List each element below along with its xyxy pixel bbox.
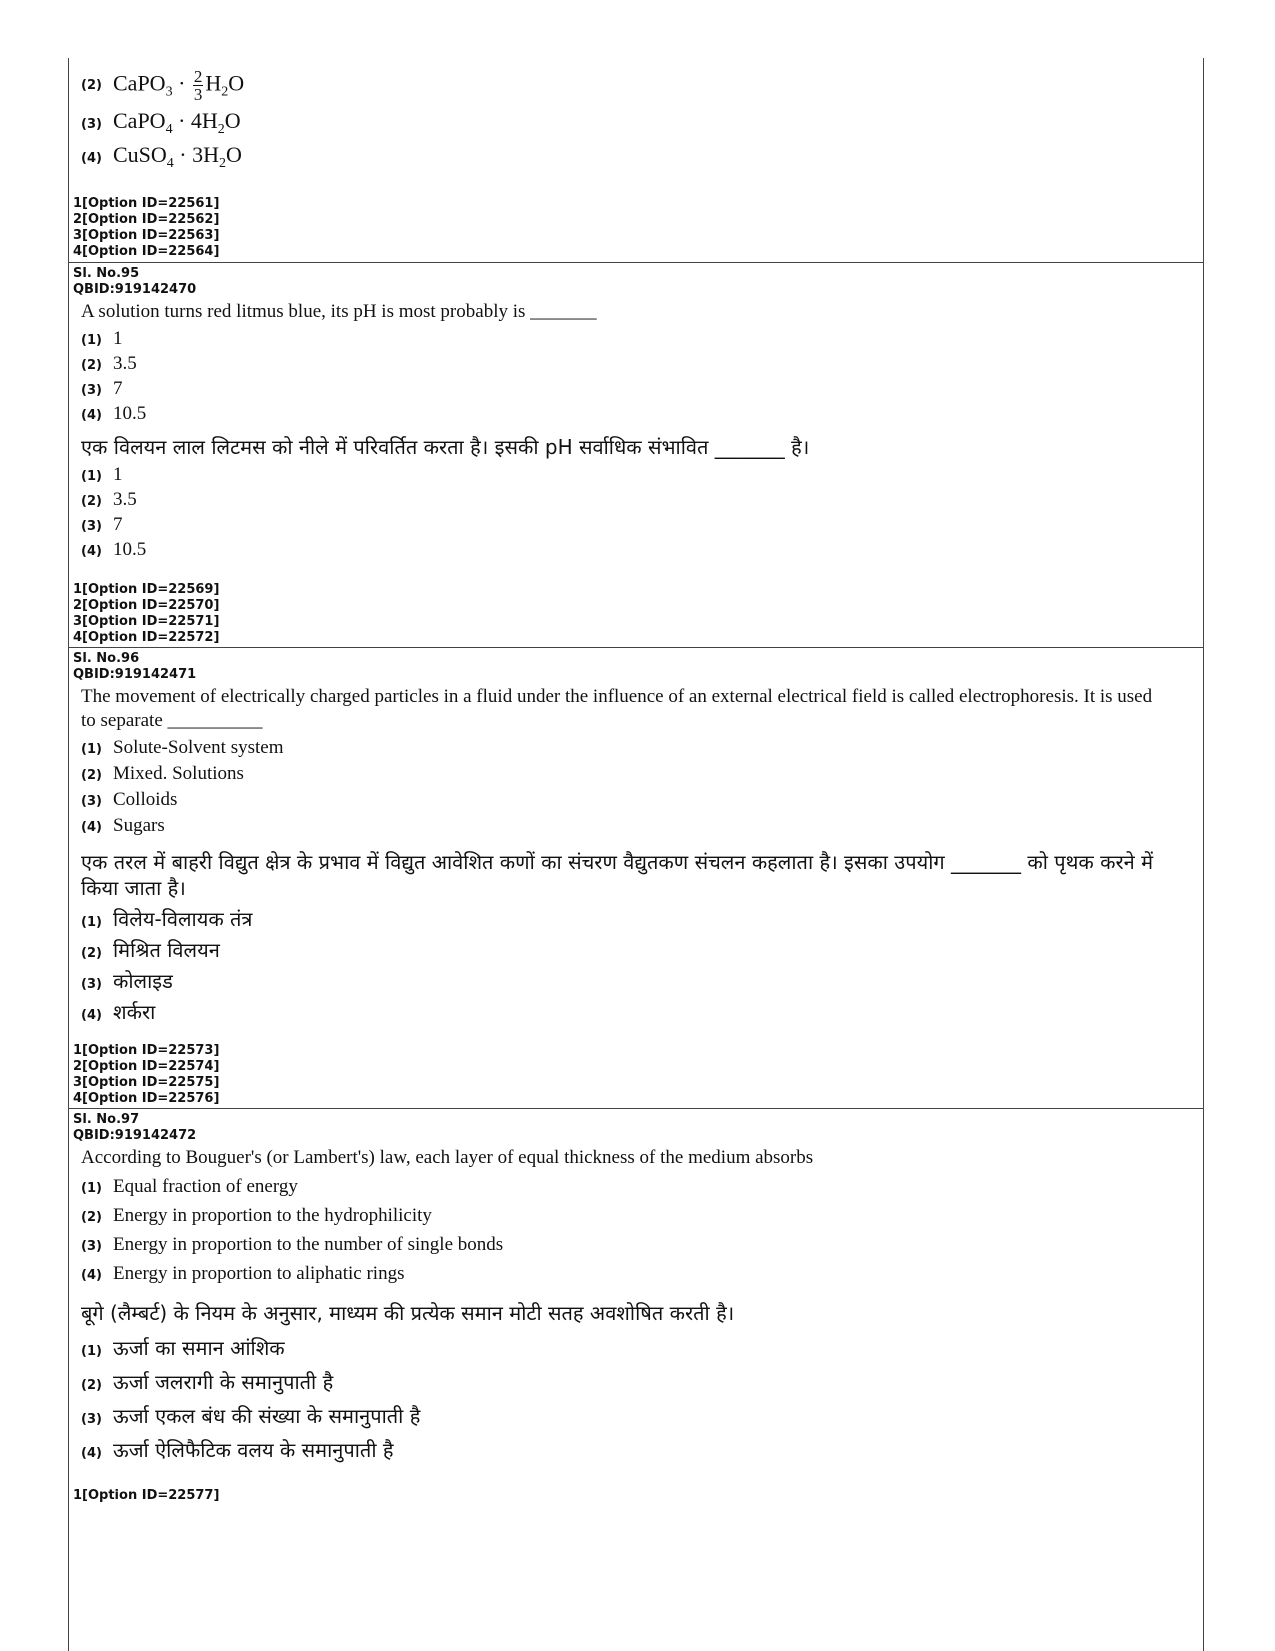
option-item (81, 1234, 1203, 1263)
fraction-two-thirds: $\frac{2}{3}$ (193, 66, 203, 104)
options-hi (69, 464, 1203, 564)
option-id: 3[Option ID=22563] (73, 228, 220, 243)
option-number: (1) (81, 333, 102, 348)
option-id: 2[Option ID=22574] (73, 1059, 220, 1074)
option-text: ऊर्जा जलरागी के समानुपाती है (113, 1370, 334, 1394)
qbid: QBID:919142472 (73, 1128, 197, 1143)
option-number: (4) (81, 151, 102, 166)
option-number: (3) (81, 1412, 102, 1427)
option-number: (3) (81, 383, 102, 398)
option-item (81, 789, 1203, 815)
option-item (81, 905, 1203, 936)
option-id-list (73, 1043, 1203, 1107)
option-text: Solute-Solvent system (113, 737, 284, 758)
option-number: (1) (81, 1181, 102, 1196)
option-item (81, 1368, 1203, 1402)
option-id: 4[Option ID=22572] (73, 630, 220, 645)
options-en (69, 1176, 1203, 1292)
option-id: 3[Option ID=22575] (73, 1075, 220, 1090)
option-text: मिश्रित विलयन (113, 938, 220, 962)
prev-option-3 (81, 108, 1203, 142)
option-id-list (73, 582, 1203, 646)
option-id: 1[Option ID=22577] (73, 1488, 220, 1503)
option-number: (4) (81, 408, 102, 423)
question-text-en: A solution turns red litmus blue, its pH is most probably is _______ (81, 301, 597, 322)
qbid: QBID:919142470 (73, 282, 197, 297)
option-text: Colloids (113, 789, 178, 810)
options-en (69, 328, 1203, 428)
serial-number: Sl. No.95 (73, 266, 140, 281)
options-en (69, 737, 1203, 841)
option-item (81, 1205, 1203, 1234)
section-divider (69, 262, 1203, 263)
option-id: 1[Option ID=22573] (73, 1043, 220, 1058)
option-number: (3) (81, 519, 102, 534)
section-divider (69, 1108, 1203, 1109)
option-text: विलेय-विलायक तंत्र (113, 907, 253, 931)
option-number: (3) (81, 117, 102, 132)
option-id: 4[Option ID=22564] (73, 244, 220, 259)
question-text-en: The movement of electrically charged particles in a fluid under the influence of an external electrical field is called electrophoresis. It is used to separate __________ (81, 686, 1153, 731)
serial-number: Sl. No.97 (73, 1112, 140, 1127)
options-hi (69, 905, 1203, 1029)
option-number: (1) (81, 1344, 102, 1359)
option-number: (4) (81, 544, 102, 559)
prev-question-options (69, 62, 1203, 176)
prev-option-2 (81, 62, 1203, 108)
serial-number: Sl. No.96 (73, 651, 140, 666)
question-text-en: According to Bouguer's (or Lambert's) law, each layer of equal thickness of the medium absorbs (81, 1147, 814, 1168)
option-item (81, 815, 1203, 841)
option-text: 1 (113, 328, 123, 349)
option-text: Energy in proportion to aliphatic rings (113, 1263, 405, 1284)
option-text: ऊर्जा एकल बंध की संख्या के समानुपाती है (113, 1404, 421, 1428)
option-number: (4) (81, 1268, 102, 1283)
option-number: (4) (81, 1446, 102, 1461)
option-item (81, 1402, 1203, 1436)
option-text: 10.5 (113, 539, 147, 560)
option-number: (4) (81, 1008, 102, 1023)
options-hi (69, 1334, 1203, 1470)
option-id: 4[Option ID=22576] (73, 1091, 220, 1106)
option-text: Mixed. Solutions (113, 763, 244, 784)
option-item (81, 1263, 1203, 1292)
option-number: (3) (81, 794, 102, 809)
option-text: कोलाइड (113, 969, 173, 993)
option-id-list (73, 196, 1203, 260)
option-number: (3) (81, 977, 102, 992)
question-95 (69, 266, 1203, 646)
option-item (81, 514, 1203, 539)
option-number: (4) (81, 820, 102, 835)
option-number: (2) (81, 946, 102, 961)
qbid: QBID:919142471 (73, 667, 197, 682)
question-text-hi: एक विलयन लाल लिटमस को नीले में परिवर्तित करता है। इसकी pH सर्वाधिक संभावित _______ है। (81, 435, 810, 459)
option-item (81, 403, 1203, 428)
option-id: 2[Option ID=22570] (73, 598, 220, 613)
prev-option-4 (81, 142, 1203, 176)
option-item (81, 328, 1203, 353)
option-item (81, 464, 1203, 489)
question-text-hi: एक तरल में बाहरी विद्युत क्षेत्र के प्रभाव में विद्युत आवेशित कणों का संचरण वैद्युतकण संचलन कहलाता है। इसका उपयोग _______ को पृथक करने में किया जाता है। (81, 850, 1154, 900)
question-paper-frame (68, 58, 1204, 1651)
option-text: 7 (113, 514, 123, 535)
section-divider (69, 647, 1203, 648)
option-id: 1[Option ID=22561] (73, 196, 220, 211)
option-item (81, 967, 1203, 998)
option-formula: CaPO$_4$ · $4H_2O$ (113, 108, 241, 137)
option-id-list (73, 1488, 1203, 1504)
option-text: Energy in proportion to the hydrophilicity (113, 1205, 432, 1226)
option-formula: CuSO$_4$ · $3H_2O$ (113, 142, 242, 171)
option-number: (1) (81, 742, 102, 757)
option-number: (2) (81, 1378, 102, 1393)
question-96 (69, 651, 1203, 1107)
option-text: 3.5 (113, 353, 137, 374)
prev-question-section (69, 62, 1203, 260)
option-item (81, 1436, 1203, 1470)
option-id: 1[Option ID=22569] (73, 582, 220, 597)
option-number: (2) (81, 1210, 102, 1225)
option-id: 3[Option ID=22571] (73, 614, 220, 629)
option-number: (1) (81, 915, 102, 930)
option-item (81, 539, 1203, 564)
question-97 (69, 1112, 1203, 1504)
option-item (81, 737, 1203, 763)
option-item (81, 489, 1203, 514)
option-text: Sugars (113, 815, 165, 836)
option-number: (2) (81, 494, 102, 509)
option-number: (2) (81, 358, 102, 373)
option-item (81, 998, 1203, 1029)
question-text-hi: बूगे (लैम्बर्ट) के नियम के अनुसार, माध्यम की प्रत्येक समान मोटी सतह अवशोषित करती है। (81, 1301, 735, 1325)
option-number: (2) (81, 77, 102, 93)
option-text: 3.5 (113, 489, 137, 510)
option-number: (2) (81, 768, 102, 783)
option-text: 7 (113, 378, 123, 399)
option-formula: CaPO$_3$ · $\frac{2}{3}$ $H_2O$ (113, 66, 245, 104)
option-id: 2[Option ID=22562] (73, 212, 220, 227)
option-text: ऊर्जा ऐलिफैटिक वलय के समानुपाती है (113, 1438, 394, 1462)
option-text: ऊर्जा का समान आंशिक (113, 1336, 285, 1360)
option-item (81, 1334, 1203, 1368)
option-text: Energy in proportion to the number of single bonds (113, 1234, 504, 1255)
option-item (81, 353, 1203, 378)
option-text: Equal fraction of energy (113, 1176, 298, 1197)
option-number: (1) (81, 469, 102, 484)
option-item (81, 378, 1203, 403)
option-item (81, 936, 1203, 967)
option-text: 1 (113, 464, 123, 485)
option-number: (3) (81, 1239, 102, 1254)
option-item (81, 763, 1203, 789)
option-text: 10.5 (113, 403, 147, 424)
option-item (81, 1176, 1203, 1205)
option-text: शर्करा (113, 1000, 156, 1024)
